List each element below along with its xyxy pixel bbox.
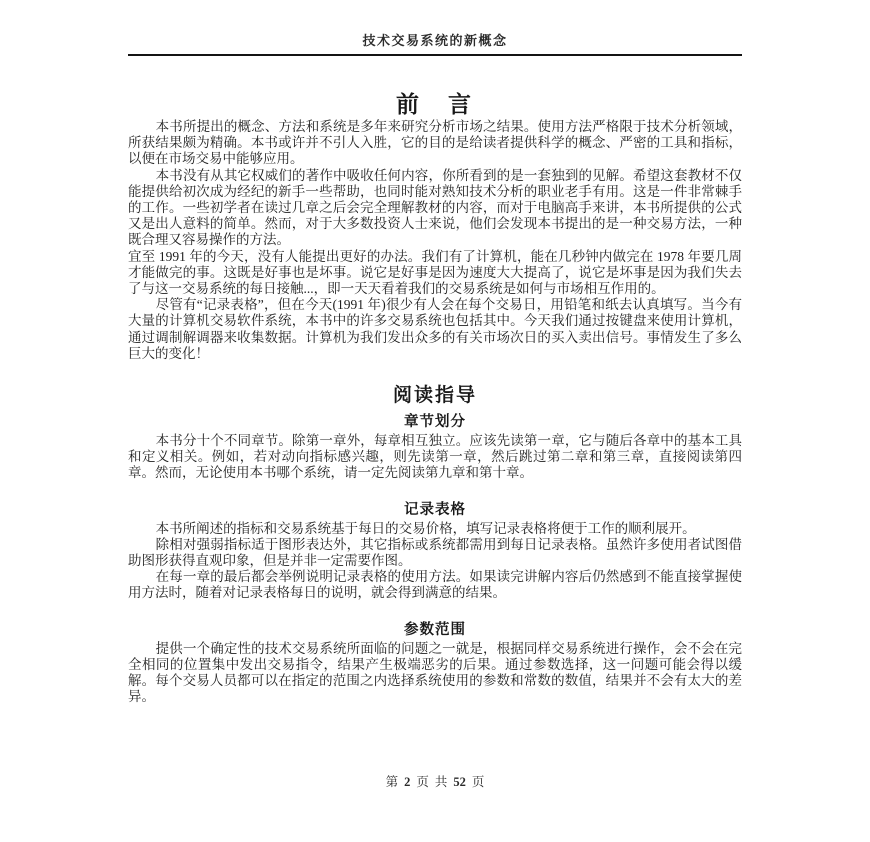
- footer-label: 共: [434, 775, 448, 789]
- footer-label: 页: [471, 775, 485, 789]
- section-heading-chapters: 章节划分: [404, 414, 466, 431]
- preface-paragraph-3: 宜至 1991 年的今天，没有人能提出更好的办法。我们有了计算机，能在几秒钟内做完在 1978 年要几周才能做完的事。这既是好事也是坏事。说它是好事是因为速度大大提高了，说它是坏事是因为我们失去了与这一交易系统的每日接触...，即一天天看着我们的交易系统是如何与市场相互作用的。: [128, 248, 742, 297]
- preface-paragraph-4: 尽管有“记录表格”，但在今天(1991 年)很少有人会在每个交易日，用铅笔和纸去认真填写。当今有大量的计算机交易软件系统，本书中的许多交易系统也包括其中。今天我们通过按键盘来使用计算机，通过调制解调器来收集数据。计算机为我们发出众多的有关市场次日的买入卖出信号。事情发生了多么巨大的变化！: [128, 297, 742, 361]
- page-footer: [0, 772, 870, 790]
- record-forms-paragraph-3: 在每一章的最后都会举例说明记录表格的使用方法。如果读完讲解内容后仍然感到不能直接掌握使用方法时，随着对记录表格每日的说明，就会得到满意的结果。: [128, 569, 742, 601]
- footer-total-pages: 52: [453, 775, 466, 789]
- running-head-title: 技术交易系统的新概念: [362, 33, 508, 48]
- header-rule: [128, 54, 742, 56]
- page-header: [128, 0, 742, 56]
- parameter-range-paragraph-1: 提供一个确定性的技术交易系统所面临的问题之一就是，根据同样交易系统进行操作，会不会在完全相同的位置集中发出交易指令，结果产生极端恶劣的后果。通过参数选择，这一问题可能会得以缓解。每个交易人员都可以在指定的范围之内选择系统使用的参数和常数的数值，结果并不会有太大的差异。: [128, 640, 742, 705]
- section-heading-parameter-range: 参数范围: [404, 621, 466, 638]
- section-heading-record-forms: 记录表格: [404, 501, 466, 518]
- preface-paragraph-1: 本书所提出的概念、方法和系统是多年来研究分析市场之结果。使用方法严格限于技术分析领域，所获结果颇为精确。本书或许并不引人入胜，它的目的是给读者提供科学的概念、严密的工具和指标，以便在市场交易中能够应用。: [128, 119, 742, 167]
- footer-label: 第: [385, 775, 399, 789]
- preface-paragraph-2: 本书没有从其它权威们的著作中吸收任何内容，你所看到的是一套独到的见解。希望这套教材不仅能提供给初次成为经纪的新手一些帮助，也同时能对熟知技术分析的职业老手有用。这是一件非常棘手的工作。一些初学者在读过几章之后会完全理解教材的内容，而对于电脑高手来讲，本书所提供的公式又是出人意料的简单。然而，对于大多数投资人士来说，他们会发现本书提出的是一种交易方法，一种既合理又容易操作的方法。: [128, 167, 742, 248]
- reading-guide-title: 阅读指导: [392, 385, 477, 407]
- footer-label: 页: [416, 775, 429, 789]
- chapters-paragraph-1: 本书分十个不同章节。除第一章外，每章相互独立。应该先读第一章，它与随后各章中的基本工具和定义相关。例如，若对动向指标感兴趣，则先读第一章，然后跳过第二章和第三章，直接阅读第四章。然而，无论使用本书哪个系统，请一定先阅读第九章和第十章。: [128, 433, 742, 481]
- footer-page-number: 2: [404, 775, 411, 789]
- chapter-title: 前 言: [396, 91, 474, 117]
- record-forms-paragraph-2: 除相对强弱指标适于图形表达外，其它指标或系统都需用到每日记录表格。虽然许多使用者试图借助图形获得直观印象，但是并非一定需要作图。: [128, 536, 742, 569]
- record-forms-paragraph-1: 本书所阐述的指标和交易系统基于每日的交易价格，填写记录表格将便于工作的顺利展开。: [155, 520, 696, 536]
